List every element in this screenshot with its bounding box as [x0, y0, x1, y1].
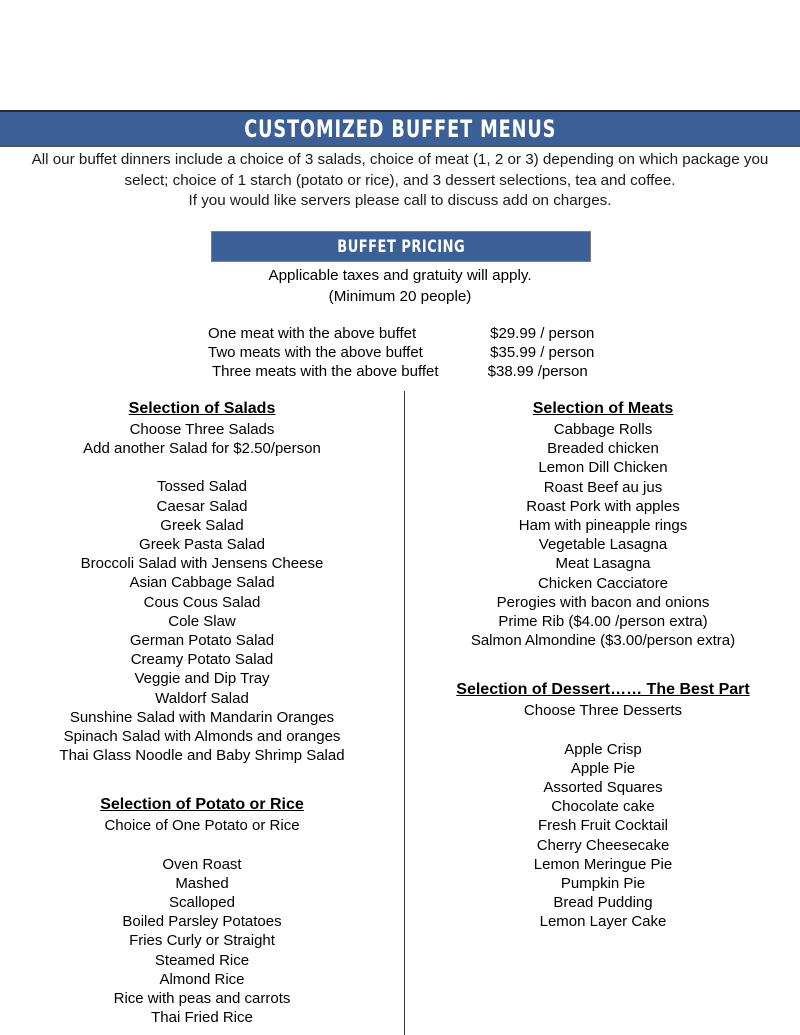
list-item: Roast Pork with apples [526, 497, 680, 515]
list-item: Fries Curly or Straight [129, 932, 275, 950]
pricing-label: Two meats with the above buffet [208, 344, 423, 362]
meats-heading: Selection of Meats [532, 400, 674, 417]
list-item: Cous Cous Salad [143, 593, 261, 611]
list-item: Broccoli Salad with Jensens Cheese [80, 555, 324, 573]
list-item: Asian Cabbage Salad [129, 574, 275, 592]
list-item: Greek Salad [160, 516, 244, 534]
list-item: Creamy Potato Salad [130, 651, 274, 669]
list-item: Oven Roast [162, 855, 242, 873]
list-item: Lemon Layer Cake [539, 913, 667, 931]
list-item: Spinach Salad with Almonds and oranges [63, 728, 341, 746]
list-item: Perogies with bacon and onions [496, 593, 710, 611]
list-item: Greek Pasta Salad [139, 536, 265, 554]
page-title-banner [0, 110, 800, 147]
list-item: Sunshine Salad with Mandarin Oranges [69, 708, 335, 726]
list-item: Fresh Fruit Cocktail [537, 817, 669, 835]
buffet-pricing-title: BUFFET PRICING [337, 236, 465, 257]
list-item: Chicken Cacciatore [537, 574, 669, 592]
list-item: Breaded chicken [547, 440, 659, 458]
list-item: Salmon Almondine ($3.00/person extra) [470, 632, 736, 650]
desserts-list [406, 740, 800, 932]
list-item: German Potato Salad [129, 632, 275, 650]
spacer [2, 836, 402, 855]
pricing-note [100, 265, 700, 307]
buffet-pricing-banner [211, 231, 591, 262]
list-item: Cole Slaw [168, 612, 236, 630]
list-item: Boiled Parsley Potatoes [122, 913, 282, 931]
list-item: Lemon Meringue Pie [533, 855, 673, 873]
pricing-value: $35.99 / person [490, 344, 595, 362]
list-item: Tossed Salad [156, 478, 248, 496]
pricing-value: $29.99 / person [490, 325, 595, 342]
pricing-note-minimum: (Minimum 20 people) [328, 288, 472, 305]
right-column [406, 398, 800, 932]
meats-list [406, 420, 800, 650]
pricing-label: One meat with the above buffet [208, 325, 417, 342]
salads-list [2, 477, 402, 765]
list-item: Vegetable Lasagna [538, 536, 668, 554]
intro-line-2: select; choice of 1 starch (potato or rice), and 3 dessert selections, tea and coffee. [124, 171, 676, 189]
spacer [2, 458, 402, 477]
desserts-sub: Choose Three Desserts [523, 702, 683, 720]
list-item: Scalloped [169, 894, 235, 912]
list-item: Cabbage Rolls [553, 421, 653, 438]
list-item: Thai Glass Noodle and Baby Shrimp Salad [59, 747, 345, 765]
list-item: Veggie and Dip Tray [134, 670, 270, 688]
list-item: Apple Pie [570, 759, 636, 777]
list-item: Bread Pudding [553, 894, 653, 912]
pricing-label: Three meats with the above buffet [212, 363, 439, 381]
list-item: Apple Crisp [564, 740, 642, 758]
column-divider [404, 391, 405, 1035]
potato-rice-sub: Choice of One Potato or Rice [104, 817, 300, 835]
list-item: Assorted Squares [543, 779, 663, 797]
list-item: Meat Lasagna [555, 555, 651, 573]
list-item: Pumpkin Pie [560, 875, 646, 893]
salads-sub-choose: Choose Three Salads [129, 421, 275, 438]
pricing-value: $38.99 /person [487, 363, 588, 381]
list-item: Roast Beef au jus [543, 478, 663, 496]
pricing-note-taxes: Applicable taxes and gratuity will apply. [268, 267, 532, 284]
left-column [2, 398, 402, 1027]
desserts-heading: Selection of Dessert…… The Best Part [456, 681, 750, 699]
pricing-row [196, 324, 616, 343]
list-item: Cherry Cheesecake [536, 836, 670, 854]
page-title: CUSTOMIZED BUFFET MENUS [243, 114, 557, 143]
list-item: Thai Fried Rice [151, 1009, 253, 1027]
spacer [406, 721, 800, 740]
list-item: Caesar Salad [156, 497, 248, 515]
list-item: Ham with pineapple rings [518, 517, 688, 535]
list-item: Prime Rib ($4.00 /person extra) [498, 613, 708, 631]
potato-rice-list [2, 855, 402, 1028]
list-item: Mashed [175, 874, 229, 892]
list-item: Steamed Rice [154, 951, 250, 969]
intro-line-3: If you would like servers please call to discuss add on charges. [188, 192, 612, 209]
spacer [406, 650, 800, 679]
spacer [2, 765, 402, 794]
intro-line-1: All our buffet dinners include a choice of 3 salads, choice of meat (1, 2 or 3) depending on which package you [31, 151, 769, 168]
salads-heading: Selection of Salads [128, 400, 276, 417]
list-item: Lemon Dill Chicken [538, 459, 668, 477]
list-item: Almond Rice [159, 970, 245, 988]
pricing-table [196, 324, 616, 382]
pricing-row [196, 343, 616, 362]
list-item: Waldorf Salad [155, 689, 249, 707]
salads-sub-addon: Add another Salad for $2.50/person [83, 440, 321, 458]
intro-paragraph [30, 150, 770, 212]
list-item: Chocolate cake [551, 798, 655, 816]
list-item: Rice with peas and carrots [113, 990, 291, 1008]
potato-rice-heading: Selection of Potato or Rice [100, 796, 304, 814]
pricing-row [196, 362, 616, 381]
